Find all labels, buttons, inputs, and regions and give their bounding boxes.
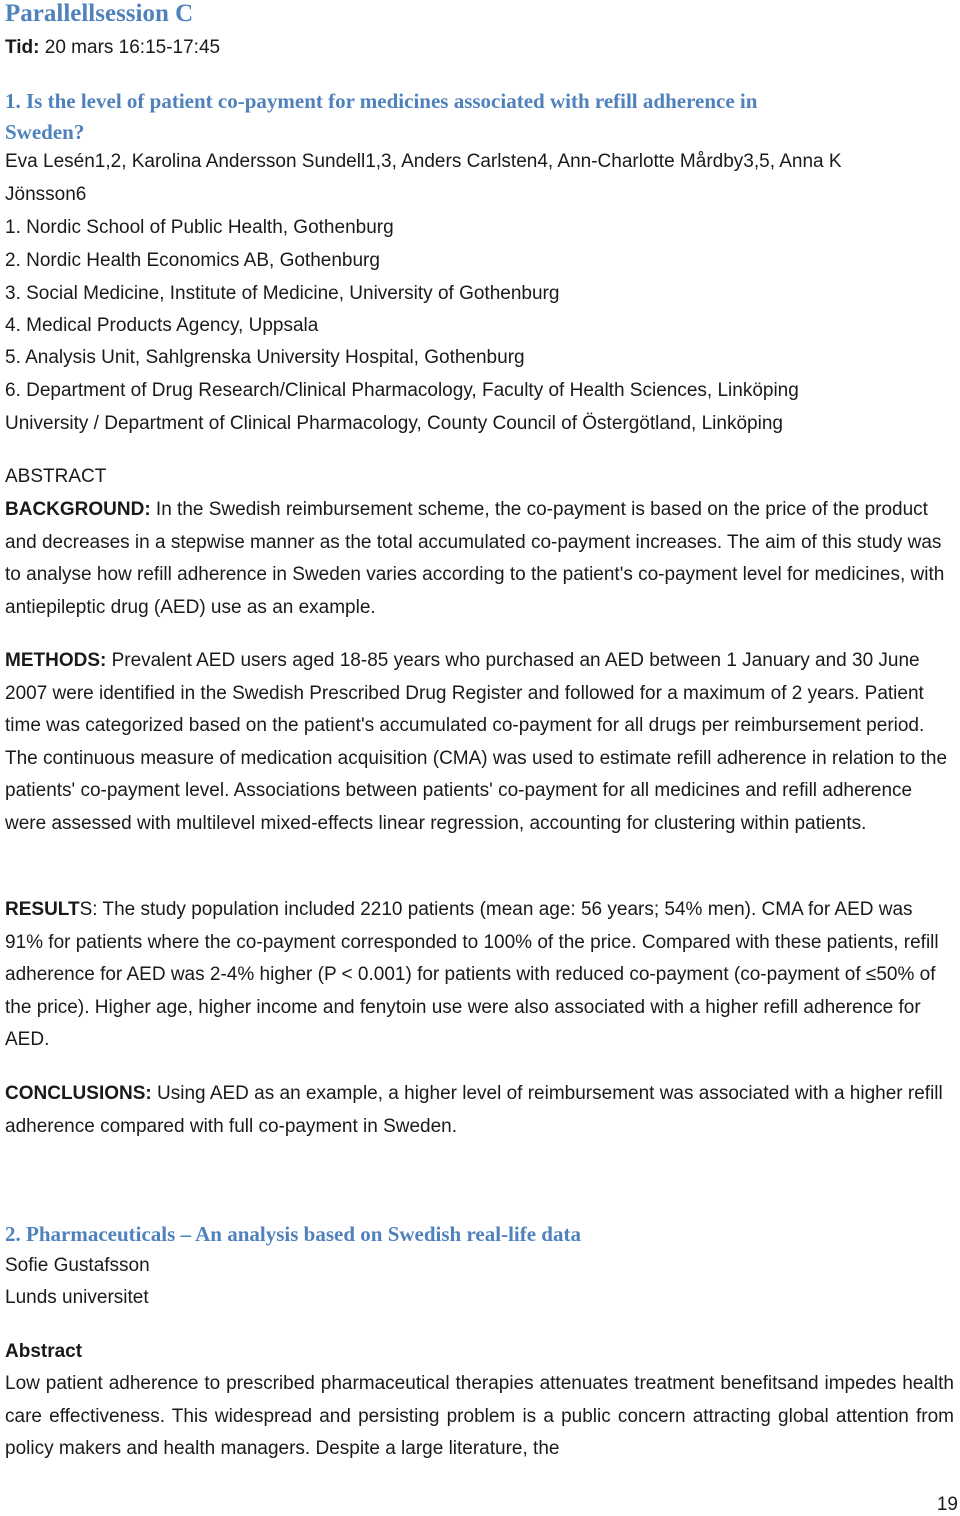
paper1-authors-line1: Eva Lesén1,2, Karolina Andersson Sundell1,3, Anders Carlsten4, Ann-Charlotte Mårdby3,5, Anna K — [5, 151, 842, 172]
paper2-abstract — [5, 1368, 954, 1466]
paper1-affiliation: 3. Social Medicine, Institute of Medicine, University of Gothenburg — [5, 283, 560, 304]
paper2-author: Sofie Gustafsson — [5, 1255, 150, 1276]
paper1-affiliation: 4. Medical Products Agency, Uppsala — [5, 315, 319, 336]
paper1-affiliation: 5. Analysis Unit, Sahlgrenska University Hospital, Gothenburg — [5, 347, 525, 368]
paper1-affiliation: 1. Nordic School of Public Health, Gothenburg — [5, 217, 394, 238]
paper1-abstract-heading: ABSTRACT — [5, 466, 107, 487]
paper1-background — [5, 494, 954, 624]
session-time-value: 20 mars 16:15-17:45 — [39, 37, 221, 58]
conclusions-text: Using AED as an example, a higher level of reimbursement was associated with a higher refill adherence compared with full co-payment in Sweden. — [5, 1083, 943, 1137]
paper1-methods — [5, 645, 954, 840]
paper1-title-line2: Sweden? — [5, 120, 85, 144]
background-label: BACKGROUND: — [5, 499, 151, 520]
paper1-results — [5, 894, 954, 1057]
session-time-label: Tid: — [5, 37, 40, 58]
conclusions-label: CONCLUSIONS: — [5, 1083, 152, 1104]
paper2-abstract-heading: Abstract — [5, 1341, 83, 1362]
paper2-title: 2. Pharmaceuticals – An analysis based on Swedish real-life data — [5, 1222, 581, 1246]
results-text: S: The study population included 2210 patients (mean age: 56 years; 54% men). CMA for AED was 91% for patients where the co-payment corresponded to 100% of the price. Compared with these patients, refill adherence for AED was 2-4% higher (P < 0.001) for patients with reduced co-payment (co-payment of ≤50% of the price). Higher age, higher income and fenytoin use were also associated with a higher refill adherence for AED. — [5, 899, 939, 1050]
page-number: 19 — [936, 1494, 958, 1515]
session-time — [5, 36, 220, 60]
paper1-affiliation: University / Department of Clinical Pharmacology, County Council of Östergötland, Linköping — [5, 413, 783, 434]
paper1-conclusions — [5, 1078, 954, 1143]
session-title: Parallellsession C — [5, 0, 194, 27]
paper1-affiliation: 6. Department of Drug Research/Clinical Pharmacology, Faculty of Health Sciences, Linköping — [5, 380, 799, 401]
paper2-affiliation: Lunds universitet — [5, 1287, 149, 1308]
paper1-affiliation: 2. Nordic Health Economics AB, Gothenburg — [5, 250, 380, 271]
paper2-abstract-text: Low patient adherence to prescribed pharmaceutical therapies attenuates treatment benefitsand impedes health care effectiveness. This widespread and persisting problem is a public concern attracting global attention from policy makers and health managers. Despite a large literature, the — [5, 1373, 954, 1459]
results-label: RESULT — [5, 899, 80, 920]
background-text: In the Swedish reimbursement scheme, the co-payment is based on the price of the product and decreases in a stepwise manner as the total accumulated co-payment increases. The aim of this study was to analyse how refill adherence in Sweden varies according to the patient's co-payment level for medicines, with antiepileptic drug (AED) use as an example. — [5, 499, 945, 618]
methods-text: Prevalent AED users aged 18-85 years who purchased an AED between 1 January and 30 June 2007 were identified in the Swedish Prescribed Drug Register and followed for a maximum of 2 years. Patient time was categorized based on the patient's accumulated co-payment for all drugs per reimbursement period. The continuous measure of medication acquisition (CMA) was used to estimate refill adherence in relation to the patients' co-payment level. Associations between patients' co-payment for all medicines and refill adherence were assessed with multilevel mixed-effects linear regression, accounting for clustering within patients. — [5, 650, 948, 834]
paper1-authors-line2: Jönsson6 — [5, 184, 87, 205]
methods-label: METHODS: — [5, 650, 107, 671]
paper1-title-line1: 1. Is the level of patient co-payment for medicines associated with refill adherence in — [5, 89, 758, 113]
